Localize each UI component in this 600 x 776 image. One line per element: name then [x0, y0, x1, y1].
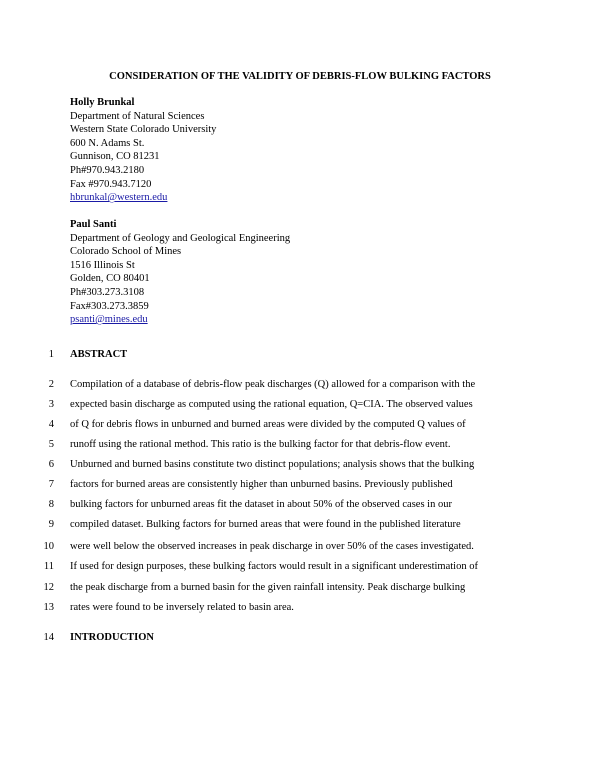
- abstract-text: Unburned and burned basins constitute two distinct populations; analysis shows that the bulking: [70, 459, 475, 470]
- author-address-line: Gunnison, CO 81231: [70, 151, 160, 163]
- author-affiliation-line: Colorado School of Mines: [70, 246, 182, 258]
- abstract-line: [0, 497, 600, 517]
- abstract-line: [0, 437, 600, 457]
- paper-title: CONSIDERATION OF THE VALIDITY OF DEBRIS-FLOW BULKING FACTORS: [109, 71, 491, 82]
- line-number: 14: [43, 632, 54, 643]
- abstract-line: [0, 397, 600, 417]
- line-number: 4: [48, 419, 54, 430]
- line-number: 3: [48, 399, 54, 410]
- author-name: Paul Santi: [70, 219, 117, 230]
- author-phone: Ph#303.273.3108: [70, 286, 145, 298]
- author-address-line: Golden, CO 80401: [70, 273, 150, 285]
- author-block-2: [70, 218, 290, 327]
- abstract-text: were well below the observed increases in peak discharge in over 50% of the cases investigated.: [70, 541, 474, 552]
- line-number: 1: [48, 349, 54, 360]
- line-number: 11: [43, 561, 54, 572]
- abstract-line: [0, 457, 600, 477]
- abstract-text: expected basin discharge as computed using the rational equation, Q=CIA. The observed values: [70, 399, 473, 410]
- abstract-text: Compilation of a database of debris-flow peak discharges (Q) allowed for a comparison with the: [70, 379, 476, 390]
- abstract-text: runoff using the rational method. This ratio is the bulking factor for that debris-flow event.: [70, 439, 451, 450]
- author-email-link[interactable]: psanti@mines.edu: [70, 314, 148, 326]
- abstract-text: factors for burned areas are consistently higher than unburned basins. Previously published: [70, 479, 453, 490]
- author-block-1: [70, 96, 216, 205]
- line-number: 7: [48, 479, 54, 490]
- section-heading: ABSTRACT: [70, 349, 128, 360]
- section-heading: INTRODUCTION: [70, 632, 155, 643]
- abstract-text: the peak discharge from a burned basin for the given rainfall intensity. Peak discharge bulking: [70, 582, 466, 593]
- abstract-line: [0, 517, 600, 537]
- abstract-line: [0, 417, 600, 437]
- author-fax: Fax#303.273.3859: [70, 300, 149, 312]
- abstract-text: of Q for debris flows in unburned and burned areas were divided by the computed Q values of: [70, 419, 466, 430]
- author-affiliation-line: Western State Colorado University: [70, 124, 217, 136]
- author-phone: Ph#970.943.2180: [70, 164, 145, 176]
- abstract-line: [0, 600, 600, 620]
- abstract-line: [0, 559, 600, 579]
- abstract-text: bulking factors for unburned areas fit the dataset in about 50% of the observed cases in our: [70, 499, 452, 510]
- abstract-line: [0, 377, 600, 397]
- author-name: Holly Brunkal: [70, 97, 135, 108]
- abstract-line: [0, 477, 600, 497]
- author-affiliation-line: Department of Geology and Geological Engineering: [70, 232, 291, 244]
- introduction-heading: [0, 630, 600, 650]
- author-affiliation-line: Department of Natural Sciences: [70, 110, 205, 122]
- abstract-text: compiled dataset. Bulking factors for burned areas that were found in the published literature: [70, 519, 461, 530]
- line-number: 2: [48, 379, 54, 390]
- abstract-line: [0, 539, 600, 559]
- author-address-line: 1516 Illinois St: [70, 259, 135, 271]
- author-address-line: 600 N. Adams St.: [70, 137, 145, 149]
- line-number: 12: [43, 582, 54, 593]
- line-number: 9: [48, 519, 54, 530]
- abstract-text: rates were found to be inversely related to basin area.: [70, 602, 294, 613]
- abstract-line: [0, 580, 600, 600]
- line-number: 13: [43, 602, 54, 613]
- line-number: 5: [48, 439, 54, 450]
- author-fax: Fax #970.943.7120: [70, 178, 152, 190]
- line-number: 8: [48, 499, 54, 510]
- line-number: 6: [48, 459, 54, 470]
- author-email-link[interactable]: hbrunkal@western.edu: [70, 192, 168, 204]
- line-number: 10: [43, 541, 54, 552]
- abstract-text: If used for design purposes, these bulking factors would result in a significant underestimation of: [70, 561, 478, 572]
- abstract-heading: [0, 347, 600, 367]
